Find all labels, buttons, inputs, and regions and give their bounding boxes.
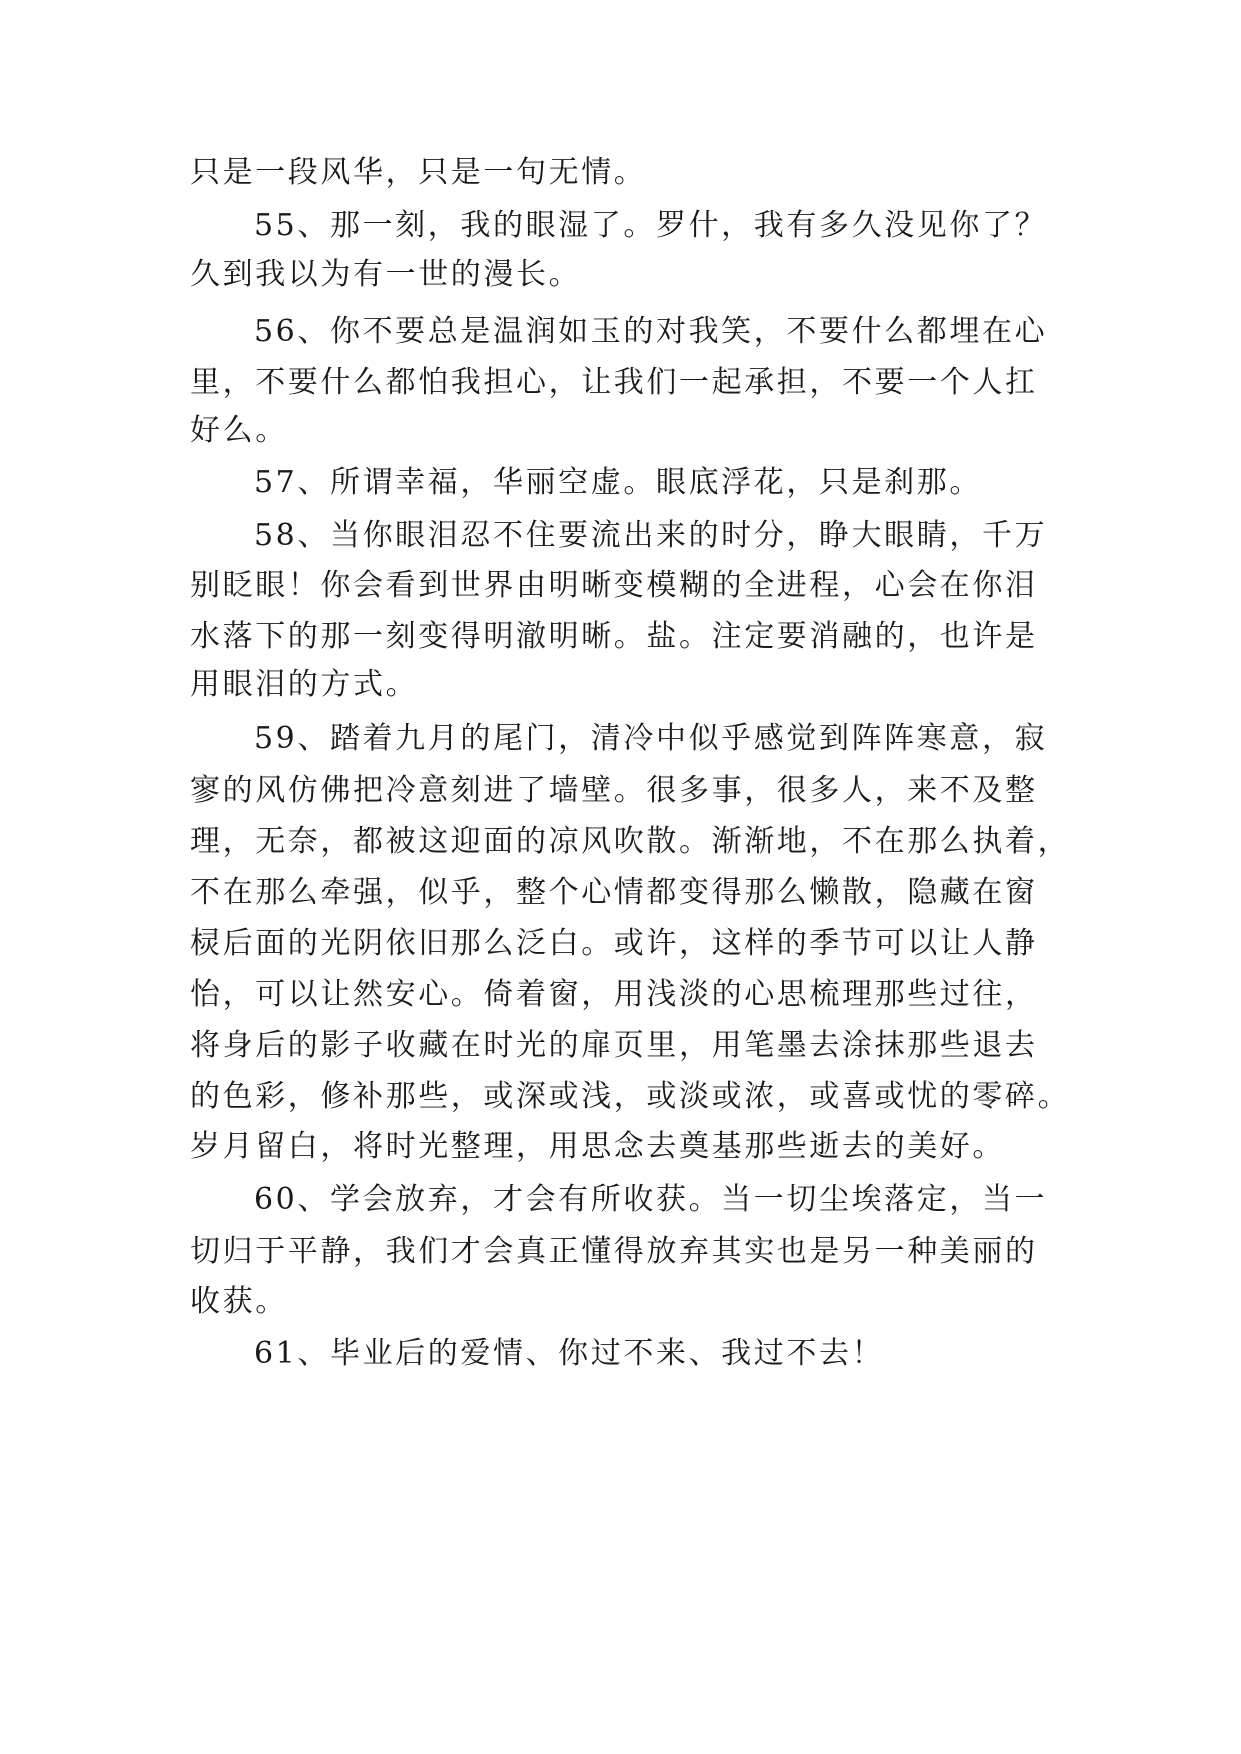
paragraph-56-line: 好么。	[190, 413, 288, 448]
paragraph-59-line: 岁月留白，将时光整理，用思念去奠基那些逝去的美好。	[190, 1129, 1005, 1164]
paragraph-59-line: 将身后的影子收藏在时光的扉页里，用笔墨去涂抹那些退去	[190, 1028, 1038, 1063]
paragraph-55-line: 55、那一刻，我的眼湿了。罗什，我有多久没见你了？	[254, 208, 1048, 243]
paragraph-56-line: 里，不要什么都怕我担心，让我们一起承担，不要一个人扛	[190, 365, 1038, 400]
paragraph-59-line: 不在那么牵强，似乎，整个心情都变得那么懒散，隐藏在窗	[190, 875, 1038, 910]
paragraph-61-line: 61、毕业后的爱情、你过不来、我过不去！	[254, 1336, 885, 1371]
paragraph-56-line: 56、你不要总是温润如玉的对我笑，不要什么都埋在心	[254, 314, 1048, 349]
paragraph-58-line: 水落下的那一刻变得明澈明晰。盐。注定要消融的，也许是	[190, 619, 1038, 654]
paragraph-59-line: 的色彩，修补那些，或深或浅，或淡或浓，或喜或忧的零碎。	[190, 1079, 1071, 1114]
paragraph-60-line: 切归于平静，我们才会真正懂得放弃其实也是另一种美丽的	[190, 1234, 1038, 1269]
paragraph-60-line: 60、学会放弃，才会有所收获。当一切尘埃落定，当一	[254, 1182, 1048, 1217]
paragraph-59-line: 59、踏着九月的尾门，清冷中似乎感觉到阵阵寒意，寂	[254, 721, 1048, 756]
paragraph-59-line: 寥的风仿佛把冷意刻进了墙壁。很多事，很多人，来不及整	[190, 773, 1038, 808]
paragraph-59-line: 棂后面的光阴依旧那么泛白。或许，这样的季节可以让人静	[190, 926, 1038, 961]
paragraph-57-line: 57、所谓幸福，华丽空虚。眼底浮花，只是刹那。	[254, 465, 982, 500]
paragraph-58-line: 58、当你眼泪忍不住要流出来的时分，睁大眼睛，千万	[254, 518, 1048, 553]
paragraph-58-line: 用眼泪的方式。	[190, 667, 419, 702]
paragraph-59-line: 怡，可以让然安心。倚着窗，用浅淡的心思梳理那些过往，	[190, 977, 1038, 1012]
paragraph-58-line: 别眨眼！你会看到世界由明晰变模糊的全进程，心会在你泪	[190, 568, 1038, 603]
text-line: 只是一段风华，只是一句无情。	[190, 155, 647, 190]
paragraph-60-line: 收获。	[190, 1284, 288, 1319]
paragraph-55-line: 久到我以为有一世的漫长。	[190, 257, 582, 292]
paragraph-59-line: 理，无奈，都被这迎面的凉风吹散。渐渐地，不在那么执着，	[190, 824, 1071, 859]
